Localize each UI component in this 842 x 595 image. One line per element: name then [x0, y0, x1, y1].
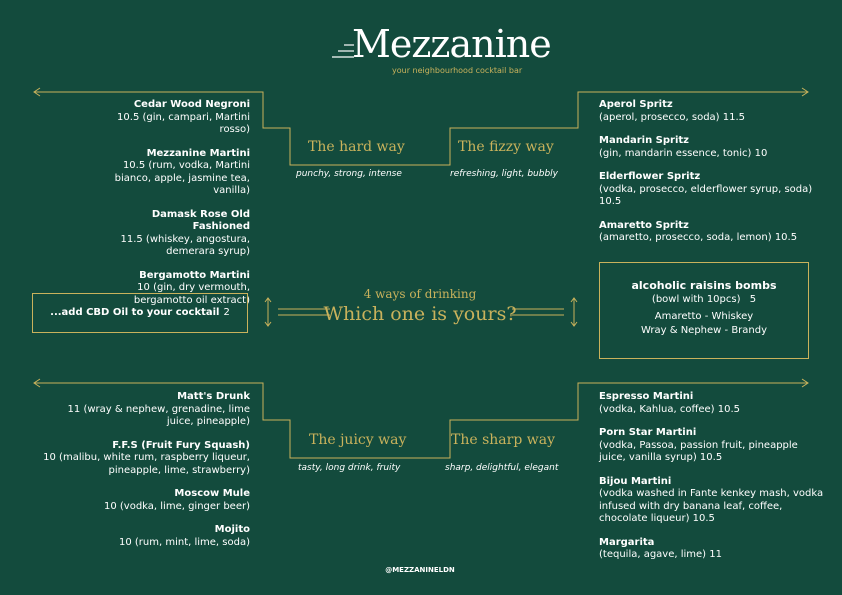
drink-name: Moscow Mule [174, 488, 250, 499]
fizzy-way-tagline: refreshing, light, bubbly [450, 169, 559, 179]
bombs-box [599, 262, 809, 359]
drink-desc: (amaretto, prosecco, soda, lemon) 10.5 [599, 232, 798, 243]
bombs-subtitle [600, 294, 808, 305]
instagram-handle: @MEZZANINELDN [385, 566, 455, 574]
hard-way-tagline: punchy, strong, intense [296, 169, 402, 179]
list-item [599, 99, 824, 124]
drink-desc: (tequila, agave, lime) 11 [599, 549, 722, 560]
drink-name: Damask Rose Old Fashioned [151, 208, 250, 232]
hard-drinks-list [92, 99, 250, 318]
drink-desc: 10.5 (rum, vodka, Martini bianco, apple, jasmine tea, vanilla) [114, 160, 250, 196]
drink-name: Espresso Martini [599, 391, 694, 402]
fizzy-way-title: The fizzy way [458, 139, 554, 155]
logo [330, 20, 551, 82]
list-item [40, 391, 250, 429]
list-item [599, 391, 824, 416]
cbd-label: ...add CBD Oil to your cocktail [50, 307, 220, 318]
list-item [599, 476, 824, 526]
drink-desc: 10 (malibu, white rum, raspberry liqueur, pineapple, lime, strawberry) [43, 452, 250, 476]
list-item [92, 99, 250, 137]
drink-desc: (vodka, Kahlua, coffee) 10.5 [599, 403, 740, 415]
bombs-price: 5 [749, 294, 757, 305]
sharp-drinks-list [599, 391, 824, 573]
hard-way-title: The hard way [308, 139, 405, 155]
drink-name: Aperol Spritz [599, 99, 673, 110]
drink-desc: (vodka, Passoa, passion fruit, pineapple juice, vanilla syrup) 10.5 [599, 439, 798, 463]
list-item [599, 427, 824, 465]
drink-name: Cedar Wood Negroni [133, 99, 250, 110]
drink-desc: 10 (vodka, lime, ginger beer) [103, 500, 250, 512]
center-subtitle: 4 ways of drinking [363, 287, 477, 301]
list-item [599, 537, 824, 562]
list-item [40, 440, 250, 478]
list-item [599, 171, 824, 209]
drink-name: Mojito [214, 524, 250, 535]
drink-name: Bijou Martini [599, 475, 672, 487]
drink-desc: (gin, mandarin essence, tonic) 10 [599, 147, 768, 159]
brand-tagline: your neighbourhood cocktail bar [392, 66, 523, 75]
list-item [92, 209, 250, 259]
drink-desc: (vodka, prosecco, elderflower syrup, soda) 10.5 [599, 183, 813, 207]
drink-desc: 10 (gin, dry vermouth, bergamotto oil extract) [133, 282, 250, 306]
bombs-title: alcoholic raisins bombs [631, 279, 777, 292]
list-item [40, 524, 250, 549]
cbd-price: 2 [223, 307, 230, 318]
drink-name: Matt's Drunk [177, 391, 250, 402]
drink-name: Mandarin Spritz [599, 135, 690, 146]
cbd-text [33, 307, 247, 318]
drink-desc: 10 (rum, mint, lime, soda) [118, 536, 250, 548]
list-item [92, 148, 250, 198]
brand-name: Mezzanine [352, 22, 551, 66]
center-title: Which one is yours? [323, 303, 517, 325]
juicy-way-tagline: tasty, long drink, fruity [298, 463, 401, 473]
logo-bars-icon [330, 42, 354, 62]
juicy-drinks-list [40, 391, 250, 560]
drink-name: F.F.S (Fruit Fury Squash) [112, 439, 250, 451]
drink-name: Margarita [599, 536, 655, 548]
sharp-way-tagline: sharp, delightful, elegant [445, 463, 559, 473]
fizzy-drinks-list [599, 99, 824, 256]
drink-name: Bergamotto Martini [139, 269, 250, 281]
cbd-box [32, 293, 248, 333]
drink-desc: 11.5 (whiskey, angostura, demerara syrup) [120, 233, 250, 257]
list-item [40, 488, 250, 513]
drink-desc: (vodka washed in Fante kenkey mash, vodka infused with dry banana leaf, coffee, chocolate liqueur) 10.5 [599, 488, 824, 524]
sharp-way-title: The sharp way [451, 432, 555, 448]
bombs-line-1: Amaretto - Whiskey [654, 311, 754, 322]
list-item [599, 135, 824, 160]
drink-name: Amaretto Spritz [599, 219, 689, 231]
drink-desc: 11 (wray & nephew, grenadine, lime juice, pineapple) [67, 403, 250, 427]
list-item [599, 220, 824, 245]
drink-name: Elderflower Spritz [599, 171, 701, 182]
drink-name: Mezzanine Martini [146, 147, 250, 159]
drink-desc: (aperol, prosecco, soda) 11.5 [599, 111, 746, 123]
bombs-line-2: Wray & Nephew - Brandy [640, 325, 768, 336]
drink-name: Porn Star Martini [599, 427, 697, 438]
drink-desc: 10.5 (gin, campari, Martini rosso) [117, 111, 250, 135]
bombs-subtitle-text: (bowl with 10pcs) [651, 294, 741, 305]
juicy-way-title: The juicy way [309, 432, 407, 448]
